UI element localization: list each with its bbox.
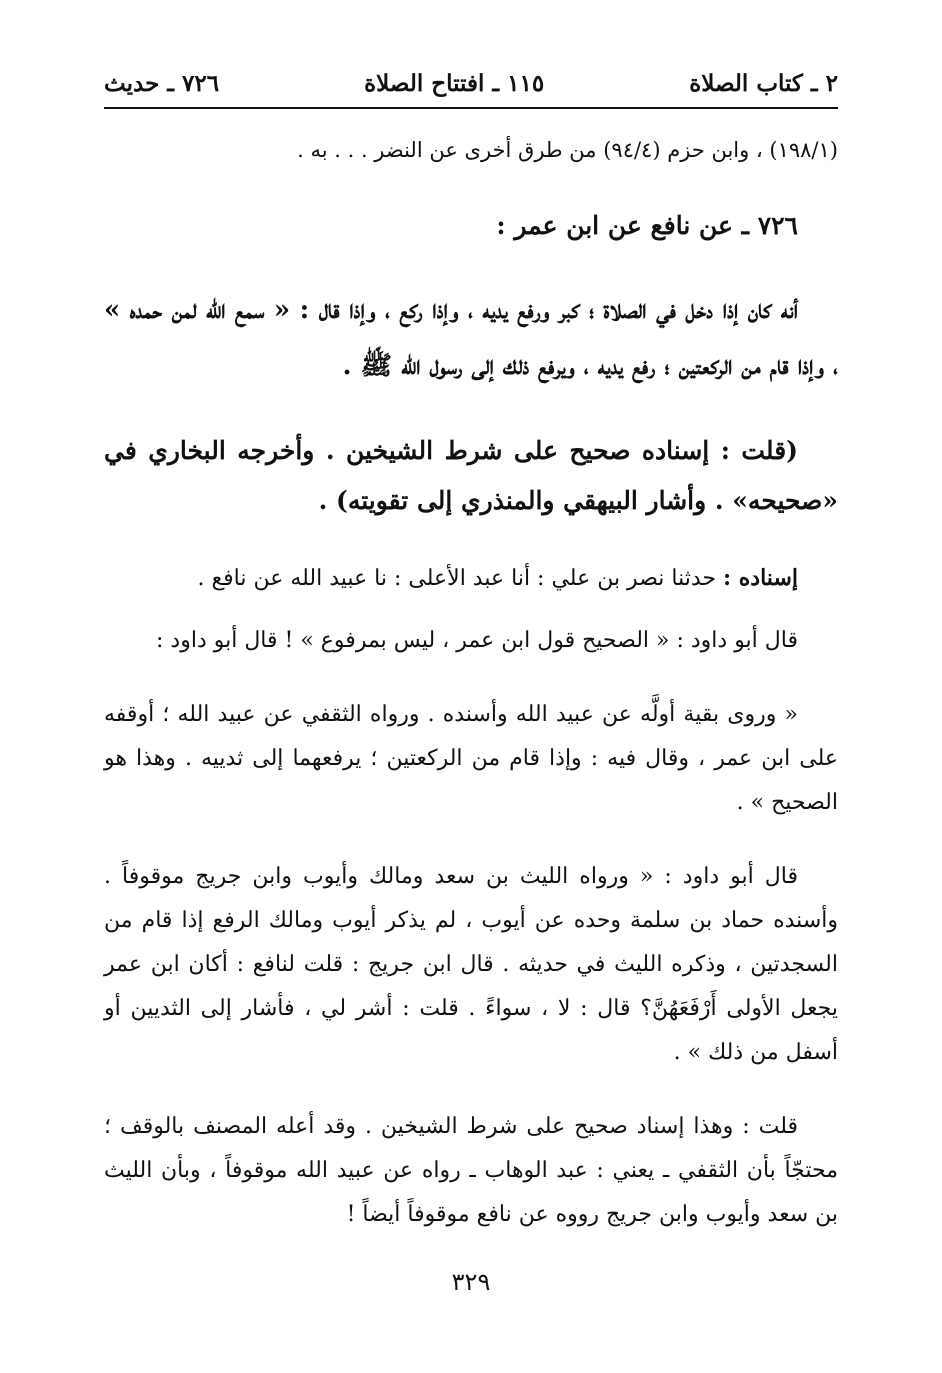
- header-hadith-number: ٧٢٦ ـ حديث: [104, 69, 220, 97]
- abu-dawud-second-quote: قال أبو داود : « ورواه الليث بن سعد ومالك وأيوب وابن جريج موقوفاً . وأسنده حماد بن سلمة وحده عن أيوب ، لم يذكر أيوب ومالك الرفع إذا قام من السجدتين ، وذكره الليث في حديثه . قال ابن جريج : قلت لنافع : أكان ابن عمر يجعل الأولى أَرْفَعَهُنَّ؟ قال : لا ، سواءً . قلت : أشر لي ، فأشار إلى الثديين أو أسفل من ذلك » .: [104, 864, 838, 1065]
- header-chapter-title: ١١٥ ـ افتتاح الصلاة: [364, 69, 545, 97]
- isnad-label: إسناده :: [723, 565, 798, 591]
- footnote-continuation: (١٩٨/١) ، وابن حزم (٩٤/٤) من طرق أخرى عن النضر . . . به .: [297, 138, 838, 162]
- author-commentary: قلت : وهذا إسناد صحيح على شرط الشيخين . وقد أعله المصنف بالوقف ؛ محتجّاً بأن الثقفي ـ يعني : عبد الوهاب ـ رواه عن عبيد الله موقوفاً ، وبأن الليث بن سعد وأيوب وابن جريج رووه عن نافع موقوفاً أيضاً !: [104, 1114, 838, 1227]
- isnad-paragraph: [104, 556, 838, 601]
- running-header: [104, 60, 838, 106]
- page-body: [104, 112, 838, 1237]
- page-number: ٣٢٩: [451, 1268, 491, 1296]
- isnad-text: حدثنا نصر بن علي : أنا عبد الأعلى : نا عبيد الله عن نافع .: [197, 566, 723, 591]
- hadith-text: أنه كان إذا دخل في الصلاة ؛ كبر ورفع يديه ، وإذا ركع ، وإذا قال : « سمع الله لمن حمده » ، وإذا قام من الركعتين ؛ رفع يديه ، ويرفع ذلك إلى رسول الله ﷺ .: [104, 295, 838, 381]
- abu-dawud-quote: « وروى بقية أولَّه عن عبيد الله وأسنده . ورواه الثقفي عن عبيد الله ؛ أوقفه على ابن عمر ، وقال فيه : وإذا قام من الركعتين ؛ يرفعهما إلى ثدييه . وهذا هو الصحيح » .: [104, 702, 838, 815]
- author-verdict: (قلت : إسناده صحيح على شرط الشيخين . وأخرجه البخاري في «صحيحه» . وأشار البيهقي والمنذري إلى تقويته) .: [104, 436, 838, 515]
- abu-dawud-remark: قال أبو داود : « الصحيح قول ابن عمر ، ليس بمرفوع » ! قال أبو داود :: [156, 628, 798, 653]
- header-divider: [104, 107, 838, 109]
- hadith-heading: ٧٢٦ ـ عن نافع عن ابن عمر :: [496, 211, 798, 240]
- header-book-title: ٢ ـ كتاب الصلاة: [689, 69, 838, 97]
